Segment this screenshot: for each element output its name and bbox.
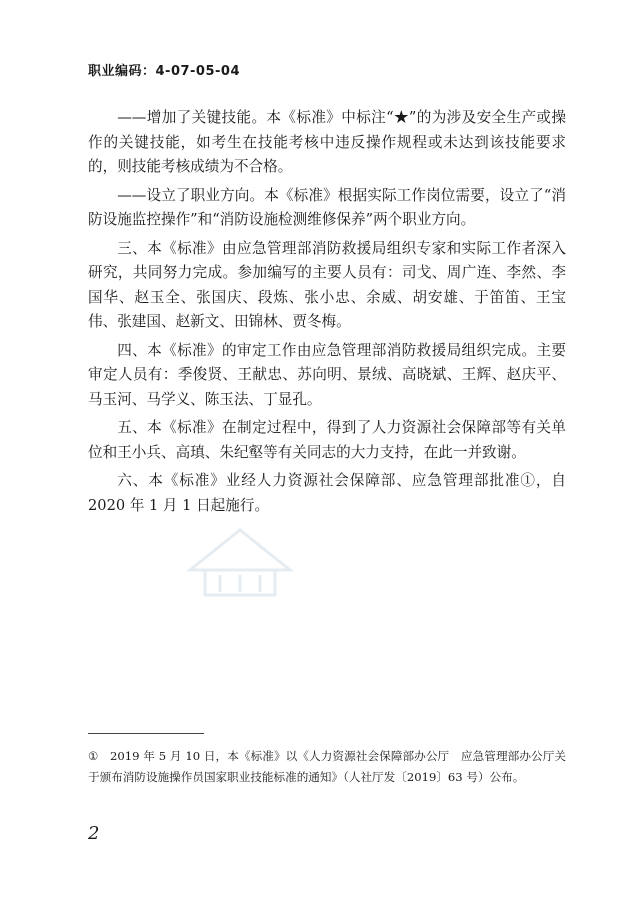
paragraph-acknowledgements: 五、本《标准》在制定过程中，得到了人力资源社会保障部等有关单位和王小兵、高瑱、朱纪壑等有关同志的大力支持，在此一并致谢。 [88,419,566,461]
page-number: 2 [88,823,100,844]
watermark-logo-icon [170,420,430,620]
footnote-mark: ① [88,749,99,763]
paragraph-career-direction: ——设立了职业方向。本《标准》根据实际工作岗位需要，设立了“消防设施监控操作”和“消防设施检测维修保养”两个职业方向。 [88,186,566,228]
paragraph-effective-date: 六、本《标准》业经人力资源社会保障部、应急管理部批准①，自 2020 年 1 月 1 日起施行。 [88,472,566,514]
paragraph-authors: 三、本《标准》由应急管理部消防救援局组织专家和实际工作者深入研究，共同努力完成。参加编写的主要人员有：司戈、周广连、李然、李国华、赵玉全、张国庆、段炼、张小忠、余威、胡安雄、于笛笛、王宝伟、张建国、赵新文、田锦林、贾冬梅。 [88,239,566,330]
footnote [88,746,566,788]
job-code: 职业编码：4-07-05-04 [88,64,241,79]
paragraph-key-skills: ——增加了关键技能。本《标准》中标注“★”的为涉及安全生产或操作的关键技能，如考生在技能考核中违反操作规程或未达到该技能要求的，则技能考核成绩为不合格。 [88,109,566,175]
paragraph-reviewers: 四、本《标准》的审定工作由应急管理部消防救援局组织完成。主要审定人员有：季俊贤、王献忠、苏向明、景绒、高晓斌、王辉、赵庆平、马玉河、马学义、陈玉法、丁显孔。 [88,341,566,408]
footnote-divider [88,733,204,734]
footnote-text: 2019 年 5 月 10 日，本《标准》以《人力资源社会保障部办公厅 应急管理部办公厅关于颁布消防设施操作员国家职业技能标准的通知》（人社厅发〔2019〕63 号）公布。 [88,749,566,784]
